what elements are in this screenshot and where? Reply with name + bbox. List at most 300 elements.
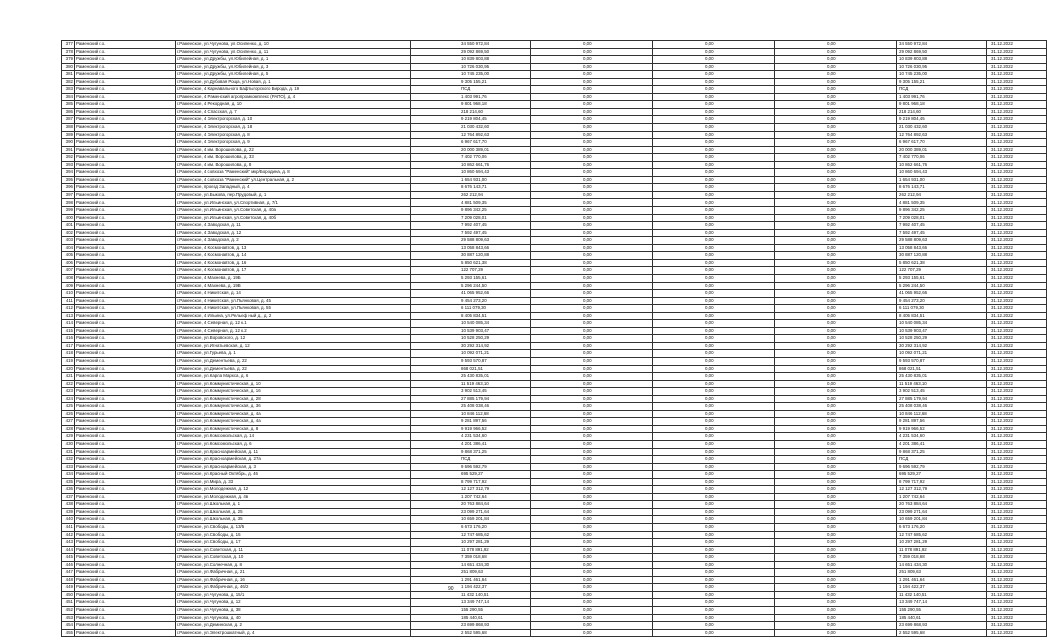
table-cell: 31.12.2022 [987,124,1047,132]
table-cell: 386 [62,108,75,116]
table-cell: г.Раменское, ул.Чугунова, ул.Осипенко, д. 11 [176,48,411,56]
table-cell: 379 [62,56,75,64]
table-cell: г.Раменское, 4 Космонавтов, д. 16 [176,259,411,267]
table-cell: 0,00 [653,41,775,49]
table-cell: Раменский г.о. [75,282,176,290]
table-cell: 0,00 [775,214,897,222]
table-cell: 390 [62,139,75,147]
table-cell: 0,00 [653,373,775,381]
table-row [62,191,1047,199]
table-cell: г.Раменское, 4 Махнева, д. 19Б [176,274,411,282]
table-cell: 0,00 [775,267,897,275]
table-cell: 0,00 [531,516,653,524]
table-cell: 451 [62,599,75,607]
table-cell: 0,00 [531,433,653,441]
table-cell: 0,00 [653,78,775,86]
table-cell: 0,00 [531,290,653,298]
table-cell: 0,00 [653,471,775,479]
table-cell: 0,00 [653,56,775,64]
table-body [62,41,1047,637]
table-cell: 0,00 [653,139,775,147]
table-cell: г.Раменское, ул.Дементьева, д. 22 [176,357,411,365]
table-cell: 0,00 [531,365,653,373]
table-cell: 9 454 273,20 [411,297,531,305]
table-cell: Раменский г.о. [75,63,176,71]
table-cell: 0,00 [531,569,653,577]
table-cell: 6 967 617,70 [411,139,531,147]
table-cell: 0,00 [653,199,775,207]
table-cell: 381 [62,71,75,79]
table-cell: 0,00 [775,93,897,101]
table-cell: г.Раменское, ул.Советская, д. 10 [176,554,411,562]
table-cell: 31.12.2022 [987,222,1047,230]
table-cell: г.Раменское, 4 Махнева, д. 19В [176,282,411,290]
table-cell: 31.12.2022 [987,486,1047,494]
table-row [62,86,1047,94]
table-cell: 0,00 [653,516,775,524]
table-row [62,365,1047,373]
table-cell: 31.12.2022 [987,108,1047,116]
table-cell: 0,00 [653,524,775,532]
table-cell: 3 902 513,45 [897,388,987,396]
table-cell: 0,00 [531,607,653,615]
table-cell: 0,00 [775,357,897,365]
table-cell: г.Раменское, ул.Свободы, д. 15 [176,531,411,539]
table-cell: 404 [62,244,75,252]
table-cell: 425 [62,403,75,411]
table-cell: 0,00 [775,456,897,464]
table-cell: Раменский г.о. [75,524,176,532]
table-row [62,154,1047,162]
table-cell: 12 127 312,79 [411,486,531,494]
table-cell: 31.12.2022 [987,342,1047,350]
table-cell: 31.12.2022 [987,320,1047,328]
table-cell: 31.12.2022 [987,561,1047,569]
table-row [62,395,1047,403]
table-cell: 0,00 [653,380,775,388]
table-cell: 155 290,55 [411,607,531,615]
table-cell: 0,00 [531,191,653,199]
table-cell: 5 296 244,50 [411,282,531,290]
table-row [62,569,1047,577]
table-cell: 8 405 834,51 [897,312,987,320]
table-cell: г.Раменское, ул.Фабричная, д. 21 [176,569,411,577]
table-cell: г.Раменское, 4 Никитская, ул.Пьянковая, д. 55 [176,305,411,313]
table-cell: г.Раменское, ул.Школьная, д. 1 [176,501,411,509]
table-cell: Раменский г.о. [75,161,176,169]
table-cell: 34 550 972,84 [411,41,531,49]
table-cell: 442 [62,531,75,539]
table-cell: 0,00 [653,607,775,615]
table-row [62,63,1047,71]
table-cell: 423 [62,388,75,396]
table-cell: 122 707,29 [897,267,987,275]
table-cell: 0,00 [653,282,775,290]
table-cell: 395 [62,176,75,184]
table-cell: 0,00 [775,584,897,592]
table-cell: 0,00 [653,146,775,154]
table-row [62,207,1047,215]
table-cell: Раменский г.о. [75,440,176,448]
table-cell: 5 293 155,61 [897,274,987,282]
table-cell: 868 021,51 [411,365,531,373]
table-cell: 21 030 432,60 [897,124,987,132]
table-cell: 8 676 143,71 [897,184,987,192]
table-cell: 11 078 891,92 [897,546,987,554]
table-cell: г.Раменское, ул.Солнечная, д. 8 [176,561,411,569]
table-cell: 9 305 155,21 [411,78,531,86]
table-cell: 382 [62,78,75,86]
table-cell: 0,00 [531,184,653,192]
table-cell: 0,00 [653,93,775,101]
table-cell: ПСД [897,456,987,464]
table-cell: 0,00 [775,531,897,539]
table-cell: 0,00 [653,448,775,456]
table-row [62,357,1047,365]
table-cell: 0,00 [775,297,897,305]
table-cell: 31.12.2022 [987,191,1047,199]
table-row [62,418,1047,426]
table-cell: 0,00 [775,410,897,418]
table-row [62,410,1047,418]
table-cell: 0,00 [775,614,897,622]
table-cell: г.Раменское, 4 Никитская, д. 14 [176,290,411,298]
table-cell: 10 528 250,29 [411,335,531,343]
table-cell: 31.12.2022 [987,244,1047,252]
table-row [62,229,1047,237]
table-cell: 0,00 [653,169,775,177]
table-cell: 0,00 [775,486,897,494]
table-cell: 420 [62,365,75,373]
table-cell: 8 799 717,92 [897,478,987,486]
table-cell: 0,00 [653,252,775,260]
table-cell: 0,00 [653,124,775,132]
table-cell: 0,00 [531,508,653,516]
table-cell: г.Раменское, 4 Электрогорская, д. 9 [176,139,411,147]
table-cell: 31.12.2022 [987,614,1047,622]
table-cell: 31.12.2022 [987,478,1047,486]
table-cell: 9 305 155,21 [897,78,987,86]
table-row [62,599,1047,607]
table-cell: 31.12.2022 [987,335,1047,343]
table-cell: 29 092 869,50 [897,48,987,56]
table-cell: Раменский г.о. [75,252,176,260]
table-row [62,486,1047,494]
table-cell: 0,00 [775,418,897,426]
table-cell: 31.12.2022 [987,252,1047,260]
table-cell: г.Раменское, ул.Чугунова, ул.Осипенко, д. 10 [176,41,411,49]
table-cell: 31.12.2022 [987,531,1047,539]
table-cell: 0,00 [775,440,897,448]
table-cell: 1 403 991,76 [411,93,531,101]
table-cell: 31.12.2022 [987,282,1047,290]
table-cell: 383 [62,86,75,94]
table-cell: 0,00 [653,403,775,411]
table-cell: 418 [62,350,75,358]
table-row [62,584,1047,592]
table-cell: 30 292 314,92 [897,342,987,350]
table-row [62,622,1047,630]
data-table [61,40,1047,637]
table-cell: 0,00 [531,169,653,177]
table-cell: 0,00 [531,373,653,381]
table-cell: 30 887 120,88 [411,252,531,260]
table-cell: 0,00 [531,342,653,350]
table-cell: 0,00 [531,486,653,494]
table-cell: Раменский г.о. [75,93,176,101]
table-cell: 0,00 [531,199,653,207]
table-cell: 443 [62,539,75,547]
table-cell: 1 194 422,37 [411,584,531,592]
table-row [62,493,1047,501]
table-cell: 430 [62,440,75,448]
table-cell: 868 021,51 [897,365,987,373]
table-cell: 0,00 [653,388,775,396]
table-cell: 10 839 803,88 [897,56,987,64]
table-cell: 14 651 434,30 [411,561,531,569]
table-cell: 401 [62,222,75,230]
table-cell: 9 919 966,52 [411,425,531,433]
table-cell: 20 000 389,01 [897,146,987,154]
table-cell: 4 231 534,60 [411,433,531,441]
table-row [62,139,1047,147]
table-cell: Раменский г.о. [75,539,176,547]
table-cell: 0,00 [531,48,653,56]
table-cell: 7 992 407,45 [897,222,987,230]
table-cell: 262 212,94 [897,191,987,199]
table-cell: г.Раменское, 4 Электрогорская, д. 8 [176,131,411,139]
table-cell: 0,00 [775,305,897,313]
table-cell: 0,00 [653,312,775,320]
table-cell: 31.12.2022 [987,56,1047,64]
table-row [62,267,1047,275]
table-cell: г.Раменское, ул.Быкова, пер.Прудовый, д. 1 [176,191,411,199]
table-cell: 10 745 235,00 [897,71,987,79]
table-cell: г.Раменское, ул.Комсомольская, д. 14 [176,433,411,441]
table-cell: 0,00 [775,146,897,154]
table-cell: Раменский г.о. [75,146,176,154]
table-row [62,305,1047,313]
table-cell: Раменский г.о. [75,561,176,569]
table-cell: г.Раменское, ул.Карла Маркса, д. 6 [176,373,411,381]
table-cell: 31.12.2022 [987,169,1047,177]
table-row [62,290,1047,298]
table-cell: 0,00 [775,448,897,456]
table-cell: г.Раменское, ул.Красный Октябрь, д. 46 [176,471,411,479]
table-cell: г.Раменское, 4 им. Ворошилова, д. 33 [176,154,411,162]
table-cell: 13 058 843,66 [897,244,987,252]
table-cell: 0,00 [531,93,653,101]
table-row [62,546,1047,554]
table-row [62,101,1047,109]
table-row [62,531,1047,539]
table-cell: 0,00 [775,86,897,94]
table-cell: г.Раменское, ул.Дружбы, ул.Юбилейная, д. 1 [176,56,411,64]
table-cell: 0,00 [653,191,775,199]
table-cell: 10 726 030,95 [897,63,987,71]
table-cell: г.Раменское, 4 Раменский агропромкомплекс (РАПО), д. 4 [176,93,411,101]
table-cell: 31.12.2022 [987,78,1047,86]
table-cell: 0,00 [653,508,775,516]
table-cell: 0,00 [775,591,897,599]
table-cell: 0,00 [653,71,775,79]
table-cell: 10 846 112,68 [897,410,987,418]
table-cell: Раменский г.о. [75,486,176,494]
table-row [62,561,1047,569]
table-cell: 410 [62,290,75,298]
table-cell: 0,00 [531,561,653,569]
table-row [62,169,1047,177]
table-cell: 31.12.2022 [987,380,1047,388]
table-cell: 31.12.2022 [987,71,1047,79]
table-cell: 23 699 868,93 [897,622,987,630]
table-cell: 25 430 835,01 [411,373,531,381]
table-cell: Раменский г.о. [75,48,176,56]
table-cell: 0,00 [531,546,653,554]
table-cell: 0,00 [775,274,897,282]
table-cell: 0,00 [653,629,775,637]
table-cell: 0,00 [775,471,897,479]
table-cell: 4 231 534,60 [897,433,987,441]
table-cell: 31.12.2022 [987,516,1047,524]
table-cell: 0,00 [653,108,775,116]
table-cell: г.Раменское, 4 Рекордная, д. 10 [176,101,411,109]
page-number: 90 [448,586,454,592]
table-cell: 0,00 [531,478,653,486]
table-cell: 413 [62,312,75,320]
table-cell: 20 763 884,64 [411,501,531,509]
table-cell: 422 [62,380,75,388]
table-cell: 0,00 [775,176,897,184]
table-cell: 0,00 [653,305,775,313]
table-row [62,116,1047,124]
table-cell: 0,00 [775,433,897,441]
table-cell: 25 408 038,46 [897,403,987,411]
table-cell: 445 [62,554,75,562]
table-cell: 0,00 [775,124,897,132]
table-cell: г.Раменское, 4 Космонавтов, д. 17 [176,267,411,275]
table-cell: 11 078 891,92 [411,546,531,554]
table-cell: г.Раменское, ул.Коммунистическая, д. 4а [176,410,411,418]
table-cell: 20 000 389,01 [411,146,531,154]
table-cell: 409 [62,282,75,290]
table-cell: 31.12.2022 [987,161,1047,169]
table-cell: 12 747 685,62 [411,531,531,539]
table-cell: 0,00 [531,395,653,403]
table-cell: г.Раменское, ул.Советская, д. 11 [176,546,411,554]
table-cell: 31.12.2022 [987,629,1047,637]
table-row [62,456,1047,464]
table-cell: 0,00 [653,591,775,599]
table-cell: 0,00 [653,214,775,222]
table-row [62,327,1047,335]
table-cell: 426 [62,410,75,418]
table-row [62,93,1047,101]
table-cell: г.Раменское, ул.Коммунистическая, д. 4а [176,418,411,426]
table-cell: 0,00 [531,448,653,456]
table-cell: 0,00 [775,380,897,388]
table-cell: 454 [62,622,75,630]
table-cell: 9 696 592,79 [897,463,987,471]
table-cell: 0,00 [775,207,897,215]
table-cell: 402 [62,229,75,237]
table-cell: г.Раменское, ул.Фабричная, д. 46/2 [176,584,411,592]
table-cell: 31.12.2022 [987,93,1047,101]
table-cell: Раменский г.о. [75,395,176,403]
table-cell: 251 809,63 [897,569,987,577]
table-cell: Раменский г.о. [75,41,176,49]
table-cell: 10 540 085,34 [897,320,987,328]
table-cell: г.Раменское, ул.Электрошкатный, д. 4 [176,629,411,637]
table-cell: 31.12.2022 [987,493,1047,501]
table-cell: 31.12.2022 [987,116,1047,124]
table-cell: 448 [62,576,75,584]
table-cell: г.Раменское, ул.Красноармейская, д. 3 [176,463,411,471]
table-cell: Раменский г.о. [75,607,176,615]
table-cell: 0,00 [775,290,897,298]
table-cell: г.Раменское, ул.Ильинская, ул.Спортивная, д. 7/1 [176,199,411,207]
table-cell: 7 592 497,45 [897,229,987,237]
table-cell: 10 297 281,29 [897,539,987,547]
table-row [62,78,1047,86]
table-cell: 0,00 [775,478,897,486]
table-cell: 31.12.2022 [987,229,1047,237]
table-row [62,199,1047,207]
table-cell: 377 [62,41,75,49]
table-cell: 31.12.2022 [987,418,1047,426]
table-row [62,342,1047,350]
table-cell: Раменский г.о. [75,471,176,479]
table-cell: г.Раменское, ул.Комсомольская, д. 6 [176,440,411,448]
table-cell: 20 763 884,64 [897,501,987,509]
table-cell: 0,00 [653,335,775,343]
table-cell: 0,00 [531,493,653,501]
table-row [62,440,1047,448]
table-row [62,71,1047,79]
table-cell: 0,00 [531,244,653,252]
table-row [62,259,1047,267]
table-cell: 4 881 509,35 [411,199,531,207]
table-cell: 10 860 694,43 [411,169,531,177]
table-cell: 0,00 [653,244,775,252]
table-cell: Раменский г.о. [75,508,176,516]
table-cell: 31.12.2022 [987,501,1047,509]
table-cell: 10 846 112,68 [411,410,531,418]
table-row [62,471,1047,479]
table-row [62,614,1047,622]
table-cell: 0,00 [653,365,775,373]
table-cell: 417 [62,342,75,350]
table-cell: 31.12.2022 [987,456,1047,464]
table-cell: 0,00 [531,161,653,169]
table-cell: 23 699 868,93 [411,622,531,630]
table-cell: 439 [62,508,75,516]
table-cell: 31.12.2022 [987,146,1047,154]
table-cell: 10 092 071,21 [897,350,987,358]
table-cell: 11 432 140,51 [897,591,987,599]
table-cell: 0,00 [653,350,775,358]
table-cell: 2 552 595,68 [897,629,987,637]
table-cell: 0,00 [531,471,653,479]
table-cell: 0,00 [775,373,897,381]
table-row [62,252,1047,260]
table-cell: 0,00 [775,524,897,532]
table-cell: Раменский г.о. [75,380,176,388]
table-cell: г.Раменское, ул.Дружбы, ул.Юбилейная, д. 5 [176,71,411,79]
table-cell: 31.12.2022 [987,207,1047,215]
table-cell: Раменский г.о. [75,501,176,509]
table-cell: 0,00 [653,463,775,471]
